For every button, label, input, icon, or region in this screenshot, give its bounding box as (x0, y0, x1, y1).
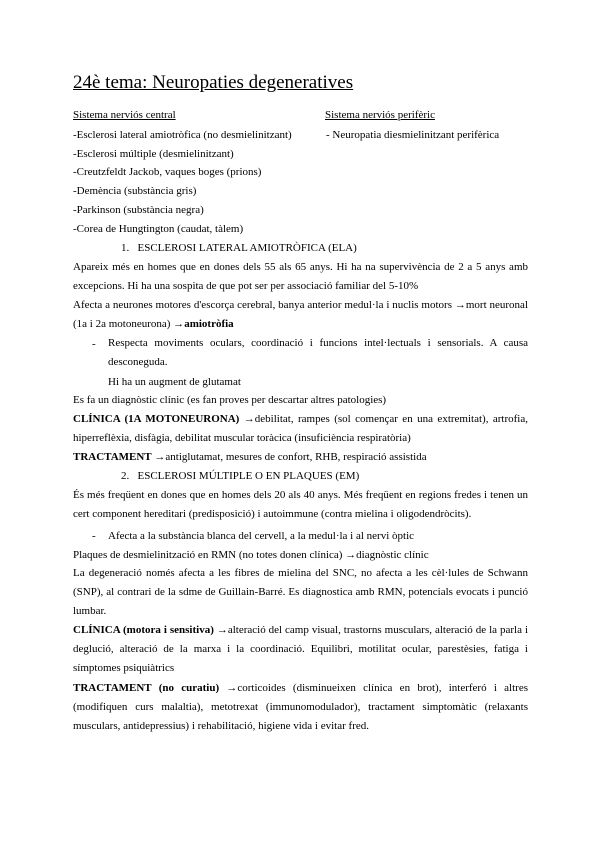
ela-tractament (73, 450, 427, 464)
section-heading-ela: 1. ESCLEROSI LATERAL AMIOTRÒFICA (ELA) (121, 242, 357, 254)
em-paragraph-3: La degeneració només afecta a les fibres de mielina del SNC, no afecta a les cèl·lules de Schwann (SNP), al contrari de la sdme de Guillain-Barré. Es diagnostica amb RMN, potencials evocats i punció lumbar. (73, 567, 528, 617)
ela-tractament-text: →antiglutamat, mesures de confort, RHB, respiració assistida (151, 451, 427, 463)
em-clinica-label: CLÍNICA (motora i sensitiva) (73, 624, 214, 636)
snc-item: -Creutzfeldt Jackob, vaques boges (prions) (73, 166, 262, 178)
ela-paragraph-2 (73, 296, 528, 334)
ela-paragraph-2-text: Afecta a neurones motores d'escorça cerebral, banya anterior medul·la i nuclis motors →mort neuronal (1a i 2a motoneurona) → (73, 299, 528, 330)
snc-item: -Corea de Hungtington (caudat, tàlem) (73, 223, 244, 235)
ela-clinica (73, 410, 528, 448)
ela-clinica-text: →debilitat, rampes (sol començar en una extremitat), artrofia, hiperreflèxia, disfàgia, debilitat muscular toràcica (insuficiència respiratòria) (73, 413, 528, 444)
snc-item: -Esclerosi lateral amiotròfica (no desmielinitzant) (73, 129, 292, 141)
em-tractament-label: TRACTAMENT (no curatiu) (73, 682, 220, 694)
ela-tractament-label: TRACTAMENT (73, 451, 152, 463)
em-tractament-text: →corticoides (disminueixen clínica en brot), interferó i altres (modifiquen curs malaltia), metotrexat (immunomodulador), tractament simptomàtic (relaxants musculars, antidepressius) i rehabilitació, higiene vida i evitar fred. (73, 682, 528, 732)
snp-item: - Neuropatia diesmielinitzant perifèrica (326, 129, 500, 141)
snp-heading: Sistema nerviós perifèric (325, 109, 435, 121)
page-title: 24è tema: Neuropaties degeneratives (73, 72, 354, 93)
em-tractament (73, 679, 528, 736)
snc-item: -Parkinson (substància negra) (73, 204, 204, 216)
ela-diagnosis: Es fa un diagnòstic clínic (es fan proves per descartar altres patologies) (73, 394, 387, 406)
section-heading-em: 2. ESCLEROSI MÚLTIPLE O EN PLAQUES (EM) (121, 470, 360, 482)
em-bullet: Afecta a la substància blanca del cervell, a la medul·la i al nervi òptic (108, 530, 415, 542)
ela-paragraph-1: Apareix més en homes que en dones dels 55 als 65 anys. Hi ha na supervivència de 2 a 5 anys amb excepcions. Hi ha una sospita de que pot ser per associació familiar del 5-10% (73, 261, 528, 292)
em-paragraph-2: Plaques de desmielinització en RMN (no totes donen clínica) →diagnòstic clínic (73, 549, 429, 561)
em-paragraph-1: És més freqüent en dones que en homes dels 20 als 40 anys. Més freqüent en regions fredes i tenen un cert component hereditari (predisposició) i autoimmune (contra mielina i oligodendròcits). (73, 489, 528, 520)
ela-bullet: Respecta moviments oculars, coordinació i funcions intel·lectuals i sensorials. A causa desconeguda. (108, 337, 528, 368)
ela-clinica-label: CLÍNICA (1A MOTONEURONA) (73, 413, 240, 425)
snc-item: -Demència (substància gris) (73, 185, 197, 197)
snc-item: -Esclerosi múltiple (desmielinitzant) (73, 148, 234, 160)
ela-amiotrofia: amiotròfia (184, 318, 234, 330)
ela-bullet-extra: Hi ha un augment de glutamat (108, 376, 241, 388)
snc-heading: Sistema nerviós central (73, 109, 176, 121)
em-clinica (73, 621, 528, 678)
bullet-dash: - (92, 530, 96, 542)
em-clinica-text: →alteració del camp visual, trastorns musculars, alteració de la parla i deglució, alteració de la marxa i la coordinació. Equilibri, motilitat ocular, parestèsies, fatiga i símptomes psiquiàtrics (73, 624, 528, 674)
bullet-dash: - (92, 338, 96, 350)
